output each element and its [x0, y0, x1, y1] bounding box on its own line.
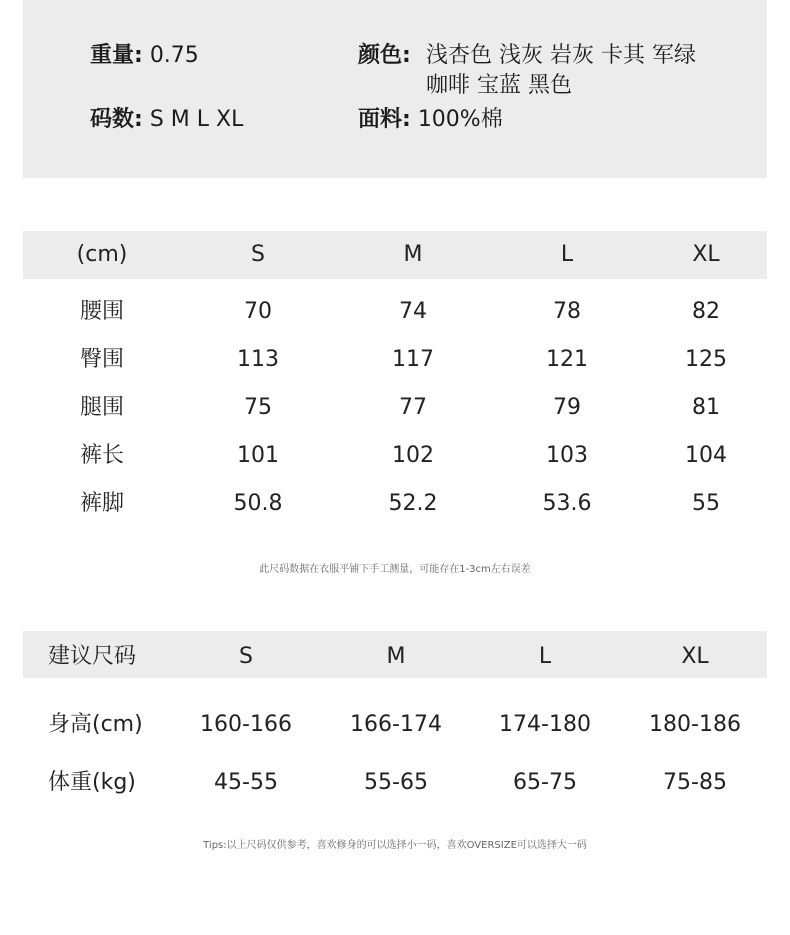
row-label: 腰围	[79, 299, 125, 324]
sizes-value: S M L XL	[149, 107, 244, 132]
tips-note: Tips:以上尺码仅供参考，喜欢修身的可以选择小一码，喜欢OVERSIZE可以选择大一码	[203, 840, 587, 851]
row-label: 身高(cm)	[48, 712, 143, 737]
table-cell: 180-186	[649, 712, 741, 737]
recommend-header-xl: XL	[681, 644, 709, 669]
measure-header-l: L	[560, 242, 574, 267]
row-label: 腿围	[79, 395, 125, 420]
table-cell: 103	[546, 443, 588, 468]
table-cell: 174-180	[499, 712, 591, 737]
measure-header-unit: (cm)	[76, 242, 128, 267]
table-cell: 125	[685, 347, 727, 372]
table-cell: 117	[392, 347, 434, 372]
fabric-value: 100%棉	[417, 107, 503, 132]
table-cell: 78	[553, 299, 581, 324]
table-cell: 53.6	[542, 491, 592, 516]
weight-label: 重量:	[90, 43, 143, 68]
measure-header-band	[23, 231, 767, 279]
table-cell: 45-55	[214, 770, 278, 795]
table-cell: 55	[692, 491, 720, 516]
row-label: 裤脚	[79, 491, 125, 516]
weight-field	[90, 41, 199, 71]
measure-note: 此尺码数据在衣服平铺下手工测量，可能存在1-3cm左右误差	[259, 564, 531, 575]
measure-header-m: M	[403, 242, 423, 267]
table-cell: 70	[244, 299, 272, 324]
measure-header-s: S	[251, 242, 265, 267]
table-cell: 77	[399, 395, 427, 420]
table-cell: 79	[553, 395, 581, 420]
recommend-header-l: L	[538, 644, 552, 669]
table-cell: 65-75	[513, 770, 577, 795]
table-cell: 74	[399, 299, 427, 324]
table-cell: 113	[237, 347, 279, 372]
table-cell: 166-174	[350, 712, 442, 737]
sizes-field	[90, 105, 243, 135]
table-cell: 104	[685, 443, 727, 468]
table-cell: 81	[692, 395, 720, 420]
colors-label: 颜色:	[358, 43, 411, 68]
measure-header-xl: XL	[692, 242, 720, 267]
table-cell: 75-85	[663, 770, 727, 795]
table-cell: 82	[692, 299, 720, 324]
recommend-header-s: S	[239, 644, 253, 669]
row-label: 裤长	[79, 443, 125, 468]
table-cell: 50.8	[233, 491, 283, 516]
table-cell: 121	[546, 347, 588, 372]
table-cell: 102	[392, 443, 434, 468]
row-label: 臀围	[79, 347, 125, 372]
colors-value: 浅杏色 浅灰 岩灰 卡其 军绿 咖啡 宝蓝 黑色	[426, 43, 696, 98]
recommend-header-label: 建议尺码	[48, 644, 137, 669]
weight-value: 0.75	[149, 43, 199, 68]
fabric-label: 面料:	[358, 107, 411, 132]
table-cell: 52.2	[388, 491, 438, 516]
table-cell: 101	[237, 443, 279, 468]
recommend-header-m: M	[386, 644, 406, 669]
sizes-label: 码数:	[90, 107, 143, 132]
row-label: 体重(kg)	[48, 770, 136, 795]
table-cell: 55-65	[364, 770, 428, 795]
fabric-field	[358, 105, 503, 135]
table-cell: 160-166	[200, 712, 292, 737]
table-cell: 75	[244, 395, 272, 420]
